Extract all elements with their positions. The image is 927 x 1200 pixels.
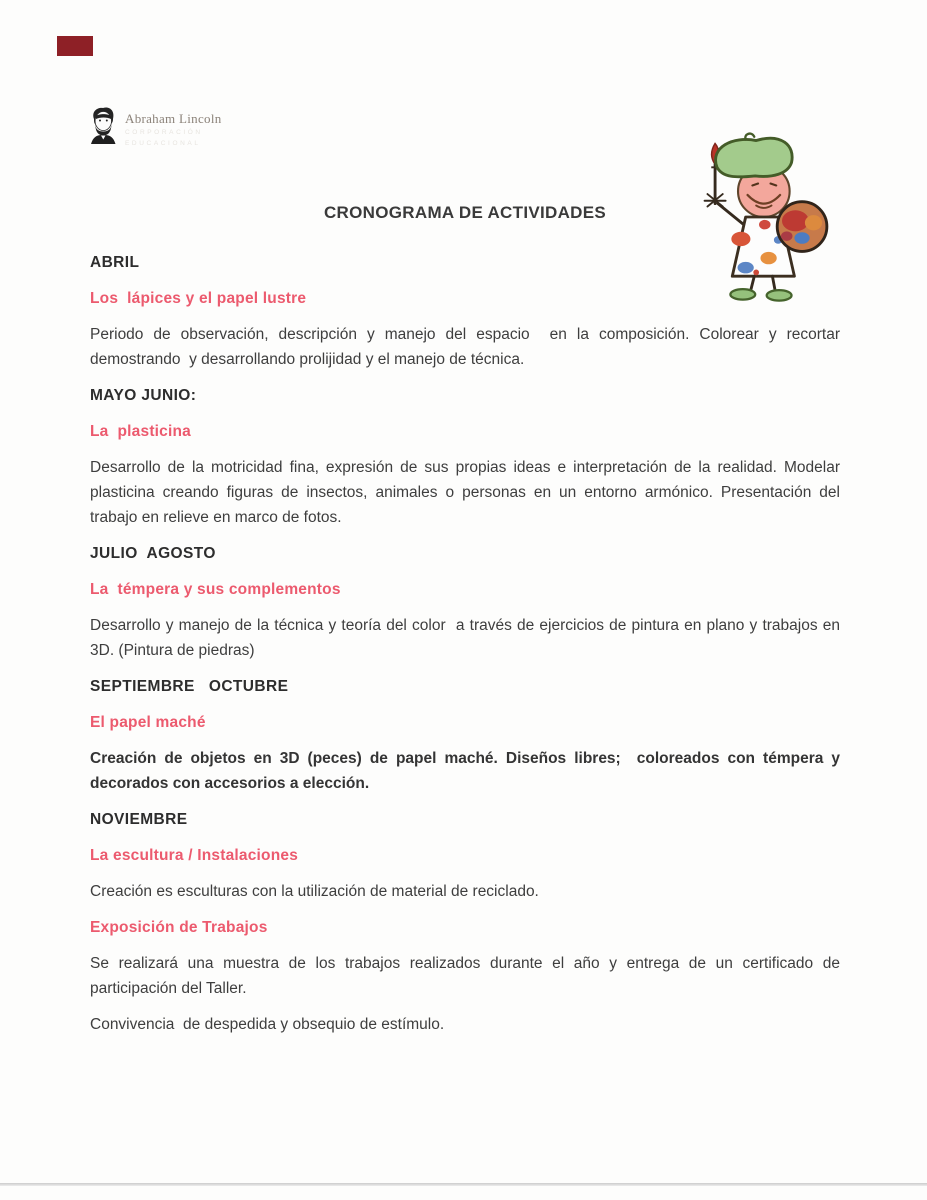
page-title: CRONOGRAMA DE ACTIVIDADES — [323, 203, 607, 222]
topic-papel-mache: El papel maché — [90, 714, 206, 731]
paragraph-mayo-junio: Desarrollo de la motricidad fina, expresión de sus propias ideas e interpretación de la realidad. Modelar plasticina creando figuras de insectos, animales o personas en un entorno armónico. Presentación del trabajo en relieve en marco de fotos. — [90, 459, 845, 526]
scanner-edge-shadow — [0, 1183, 927, 1186]
scan-corner-mark — [57, 36, 93, 56]
topic-tempera: La témpera y sus complementos — [90, 581, 341, 598]
paragraph-noviembre: Creación es esculturas con la utilización de material de reciclado. — [90, 883, 539, 900]
month-heading-abril: ABRIL — [90, 254, 140, 271]
topic-plasticina: La plasticina — [90, 423, 191, 440]
document-body — [90, 200, 845, 1048]
logo-subtitle-line2: EDUCACIONAL — [125, 140, 201, 147]
paragraph-convivencia: Convivencia de despedida y obsequio de estímulo. — [90, 1016, 445, 1033]
topic-escultura: La escultura / Instalaciones — [90, 847, 299, 864]
logo-text — [125, 106, 222, 148]
month-heading-julio-agosto: JULIO AGOSTO — [90, 545, 216, 562]
paragraph-julio-agosto: Desarrollo y manejo de la técnica y teoría del color a través de ejercicios de pintura en plano y trabajos en 3D. (Pintura de piedras) — [90, 617, 845, 659]
lincoln-portrait-icon — [88, 106, 118, 144]
month-heading-noviembre: NOVIEMBRE — [90, 811, 188, 828]
paragraph-septiembre-octubre: Creación de objetos en 3D (peces) de papel maché. Diseños libres; coloreados con témpera y decorados con accesorios a elección. — [90, 750, 845, 792]
month-heading-mayo-junio: MAYO JUNIO: — [90, 387, 197, 404]
paragraph-abril: Periodo de observación, descripción y manejo del espacio en la composición. Colorear y recortar demostrando y desarrollando prolijidad y el manejo de técnica. — [90, 326, 845, 368]
topic-lapices: Los lápices y el papel lustre — [90, 290, 307, 307]
month-heading-septiembre-octubre: SEPTIEMBRE OCTUBRE — [90, 678, 289, 695]
logo-name: Abraham Lincoln — [125, 111, 222, 126]
logo-subtitle-line1: CORPORACIÓN — [125, 129, 203, 136]
topic-exposicion: Exposición de Trabajos — [90, 919, 268, 936]
school-logo — [88, 106, 222, 148]
paragraph-exposicion: Se realizará una muestra de los trabajos realizados durante el año y entrega de un certificado de participación del Taller. — [90, 955, 845, 997]
